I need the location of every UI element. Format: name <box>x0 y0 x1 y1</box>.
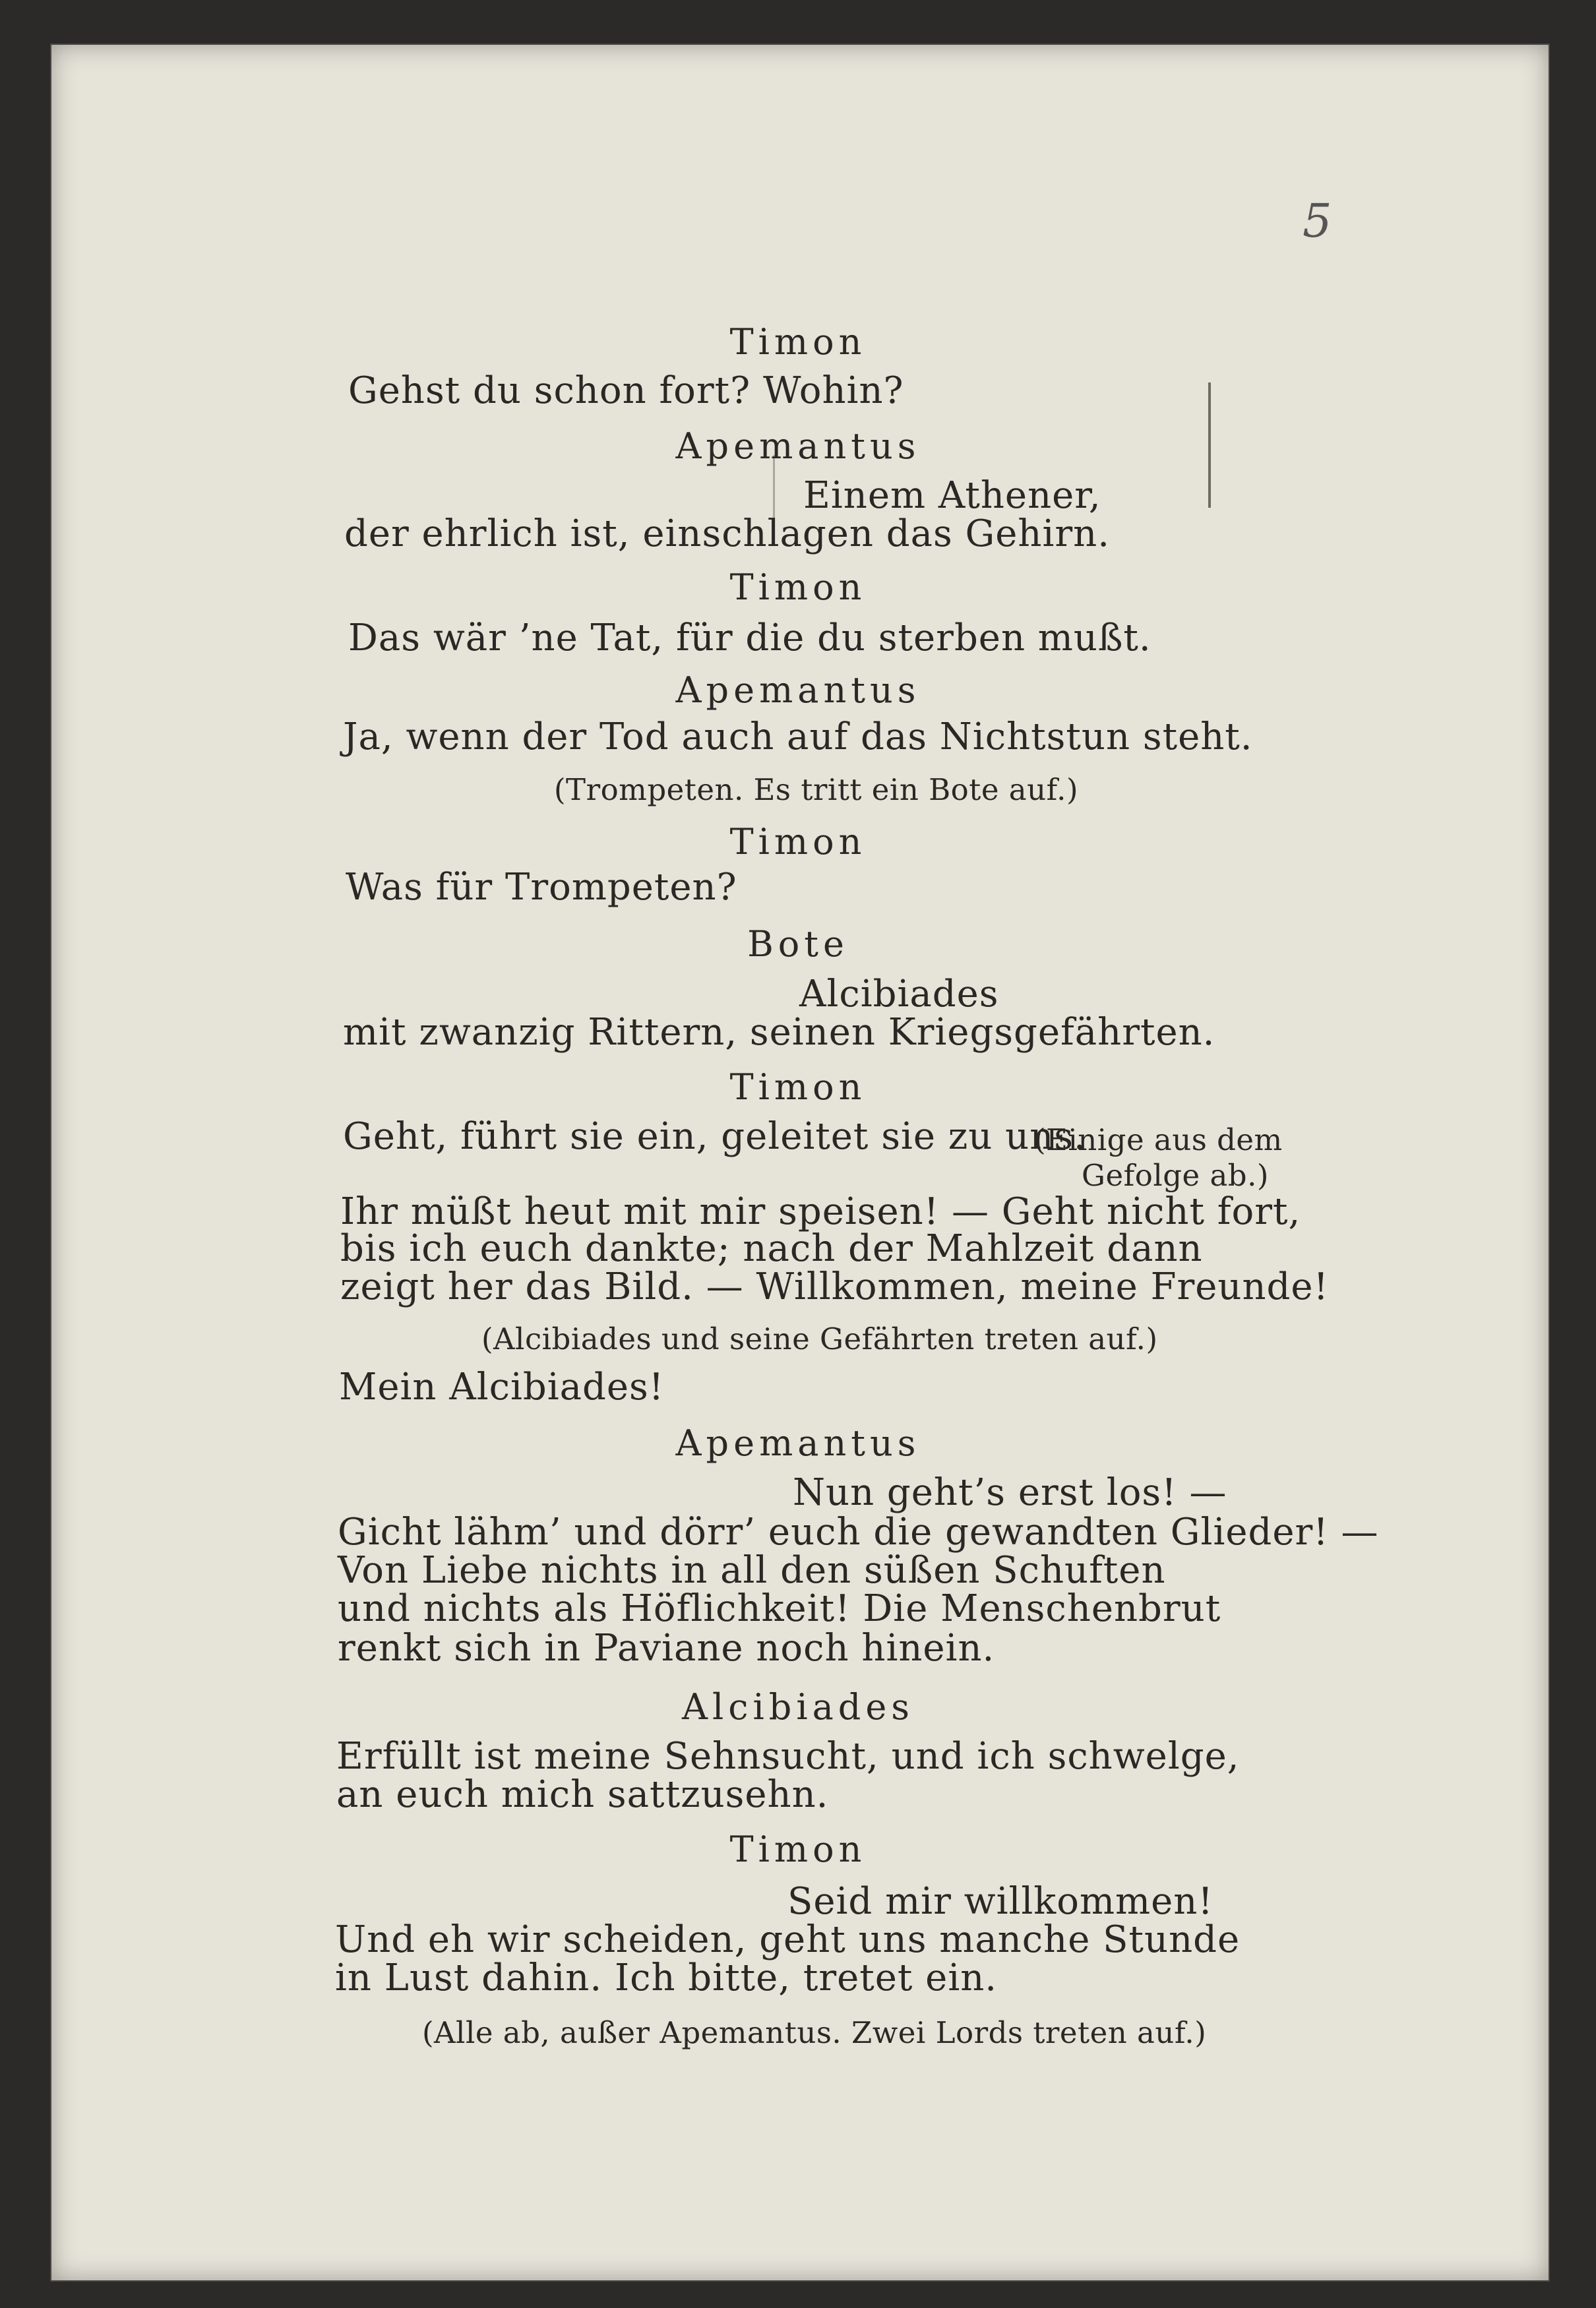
verse-line: an euch mich sattzusehn. <box>336 1773 829 1816</box>
stage-direction: (Einige aus dem <box>1034 1122 1283 1157</box>
speaker-name: Timon <box>729 321 867 363</box>
speaker-name: Timon <box>729 566 867 608</box>
verse-line: Gicht lähm’ und dörr’ euch die gewandten Glieder! — <box>338 1511 1379 1554</box>
verse-line: mit zwanzig Rittern, seinen Kriegsgefährten. <box>343 1011 1215 1054</box>
verse-line: Mein Alcibiades! <box>339 1366 665 1409</box>
verse-line: Gehst du schon fort? Wohin? <box>348 369 904 412</box>
verse-line: zeigt her das Bild. — Willkommen, meine Freunde! <box>340 1265 1329 1308</box>
verse-line: Ja, wenn der Tod auch auf das Nichtstun steht. <box>343 715 1253 758</box>
verse-line: Von Liebe nichts in all den süßen Schuften <box>338 1549 1166 1592</box>
verse-line: Und eh wir scheiden, geht uns manche Stunde <box>335 1918 1241 1961</box>
speaker-name: Timon <box>729 1066 867 1108</box>
verse-line: Ihr müßt heut mit mir speisen! — Geht nicht fort, <box>340 1190 1301 1233</box>
verse-line: der ehrlich ist, einschlagen das Gehirn. <box>344 512 1111 555</box>
verse-line: Alcibiades <box>799 973 999 1016</box>
verse-line: Das wär ’ne Tat, für die du sterben mußt. <box>348 617 1151 659</box>
verse-line: bis ich euch dankte; nach der Mahlzeit dann <box>340 1227 1203 1270</box>
verse-line: in Lust dahin. Ich bitte, tretet ein. <box>335 1957 998 1999</box>
speaker-name: Apemantus <box>675 1422 921 1464</box>
speaker-name: Timon <box>729 1829 867 1870</box>
speaker-name: Timon <box>729 821 867 863</box>
verse-line: renkt sich in Paviane noch hinein. <box>338 1627 995 1670</box>
verse-line: Geht, führt sie ein, geleitet sie zu uns. <box>343 1115 1086 1158</box>
verse-line: Nun geht’s erst los! — <box>793 1471 1227 1514</box>
speaker-name: Alcibiades <box>681 1686 915 1728</box>
verse-line: Seid mir willkommen! <box>787 1880 1213 1923</box>
page-number-mark: 5 <box>1303 194 1332 248</box>
speaker-name: Apemantus <box>675 669 921 711</box>
stage-direction: (Alcibiades und seine Gefährten treten auf.) <box>481 1321 1158 1356</box>
stage-direction: (Trompeten. Es tritt ein Bote auf.) <box>554 772 1079 807</box>
verse-line: Erfüllt ist meine Sehnsucht, und ich schwelge, <box>336 1735 1240 1778</box>
verse-line: Einem Athener, <box>803 474 1101 517</box>
verse-line: und nichts als Höflichkeit! Die Menschenbrut <box>338 1587 1221 1630</box>
speaker-name: Bote <box>747 923 849 965</box>
stage-direction: Gefolge ab.) <box>1082 1158 1269 1193</box>
speaker-name: Apemantus <box>675 425 921 467</box>
stage-direction: (Alle ab, außer Apemantus. Zwei Lords treten auf.) <box>422 2015 1207 2050</box>
verse-line: Was für Trompeten? <box>346 866 737 909</box>
